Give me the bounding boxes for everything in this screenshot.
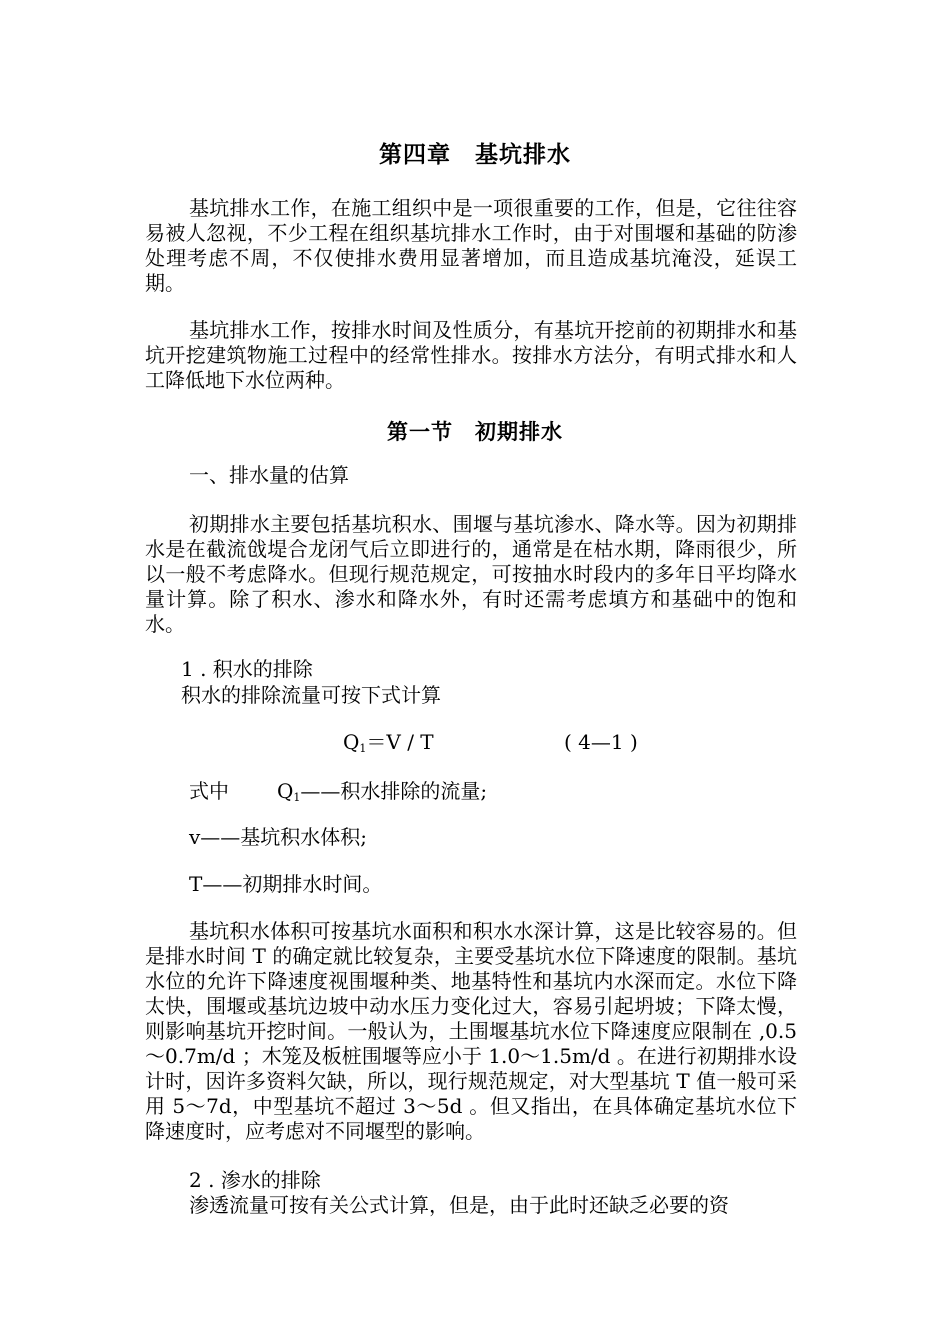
definition-q-symbol: Q [277, 779, 294, 803]
formula-q: Q [343, 730, 360, 754]
volume-paragraph: 基坑积水体积可按基坑水面积和积水水深计算，这是比较容易的。但是排水时间 T 的确定就比较复杂，主要受基坑水位下降速度的限制。基坑水位的允许下降速度视围堰种类、地基特性和基坑内水深而定。水位下降太快，围堰或基坑边坡中动水压力变化过大，容易引起坍坡；下降太慢，则影响基坑开挖时间。一般认为，土围堰基坑水位下降速度应限制在 ,0.5～0.7m/d ；木笼及板桩围堰等应小于 1.0～1.5m/d 。在进行初期排水设计时，因许多资料欠缺，所以，现行规范规定，对大型基坑 T 值一般可采用 5～7d，中型基坑不超过 3～5d 。但又指出，在具体确定基坑水位下降速度时，应考虑对不同堰型的影响。 [145, 919, 797, 1143]
item-1-text: 积水的排除流量可按下式计算 [181, 683, 441, 707]
formula-q-subscript: 1 [359, 742, 367, 755]
section-title: 第一节 初期排水 [387, 420, 563, 444]
intro-paragraph-2: 基坑排水工作，按排水时间及性质分，有基坑开挖前的初期排水和基坑开挖建筑物施工过程中的经常性排水。按排水方法分，有明式排水和人工降低地下水位两种。 [145, 318, 797, 392]
item-2-heading: 2 . 渗水的排除 [189, 1168, 321, 1192]
definition-q [277, 779, 487, 810]
formula-expression: ＝V / T [366, 730, 434, 754]
definition-t: T——初期排水时间。 [189, 872, 383, 896]
definitions-prefix: 式中 [189, 779, 229, 803]
item-2-text: 渗透流量可按有关公式计算，但是，由于此时还缺乏必要的资 [189, 1193, 729, 1217]
definition-v: v——基坑积水体积; [189, 825, 368, 849]
initial-drainage-paragraph: 初期排水主要包括基坑积水、围堰与基坑渗水、降水等。因为初期排水是在截流戗堤合龙闭气后立即进行的，通常是在枯水期，降雨很少，所以一般不考虑降水。但现行规范规定，可按抽水时段内的多年日平均降水量计算。除了积水、渗水和降水外，有时还需考虑填方和基础中的饱和水。 [145, 512, 797, 636]
definition-q-subscript: 1 [293, 791, 301, 804]
formula-number: ( 4—1 ) [564, 730, 638, 754]
definition-q-desc: ——积水排除的流量; [300, 779, 488, 803]
chapter-title: 第四章 基坑排水 [379, 142, 571, 168]
subsection-heading: 一、排水量的估算 [189, 463, 349, 487]
formula [343, 730, 434, 761]
item-1-heading: 1 . 积水的排除 [181, 657, 313, 681]
intro-paragraph-1: 基坑排水工作，在施工组织中是一项很重要的工作，但是，它往往容易被人忽视，不少工程在组织基坑排水工作时，由于对围堰和基础的防渗处理考虑不周，不仅使排水费用显著增加，而且造成基坑淹没，延误工期。 [145, 196, 797, 295]
